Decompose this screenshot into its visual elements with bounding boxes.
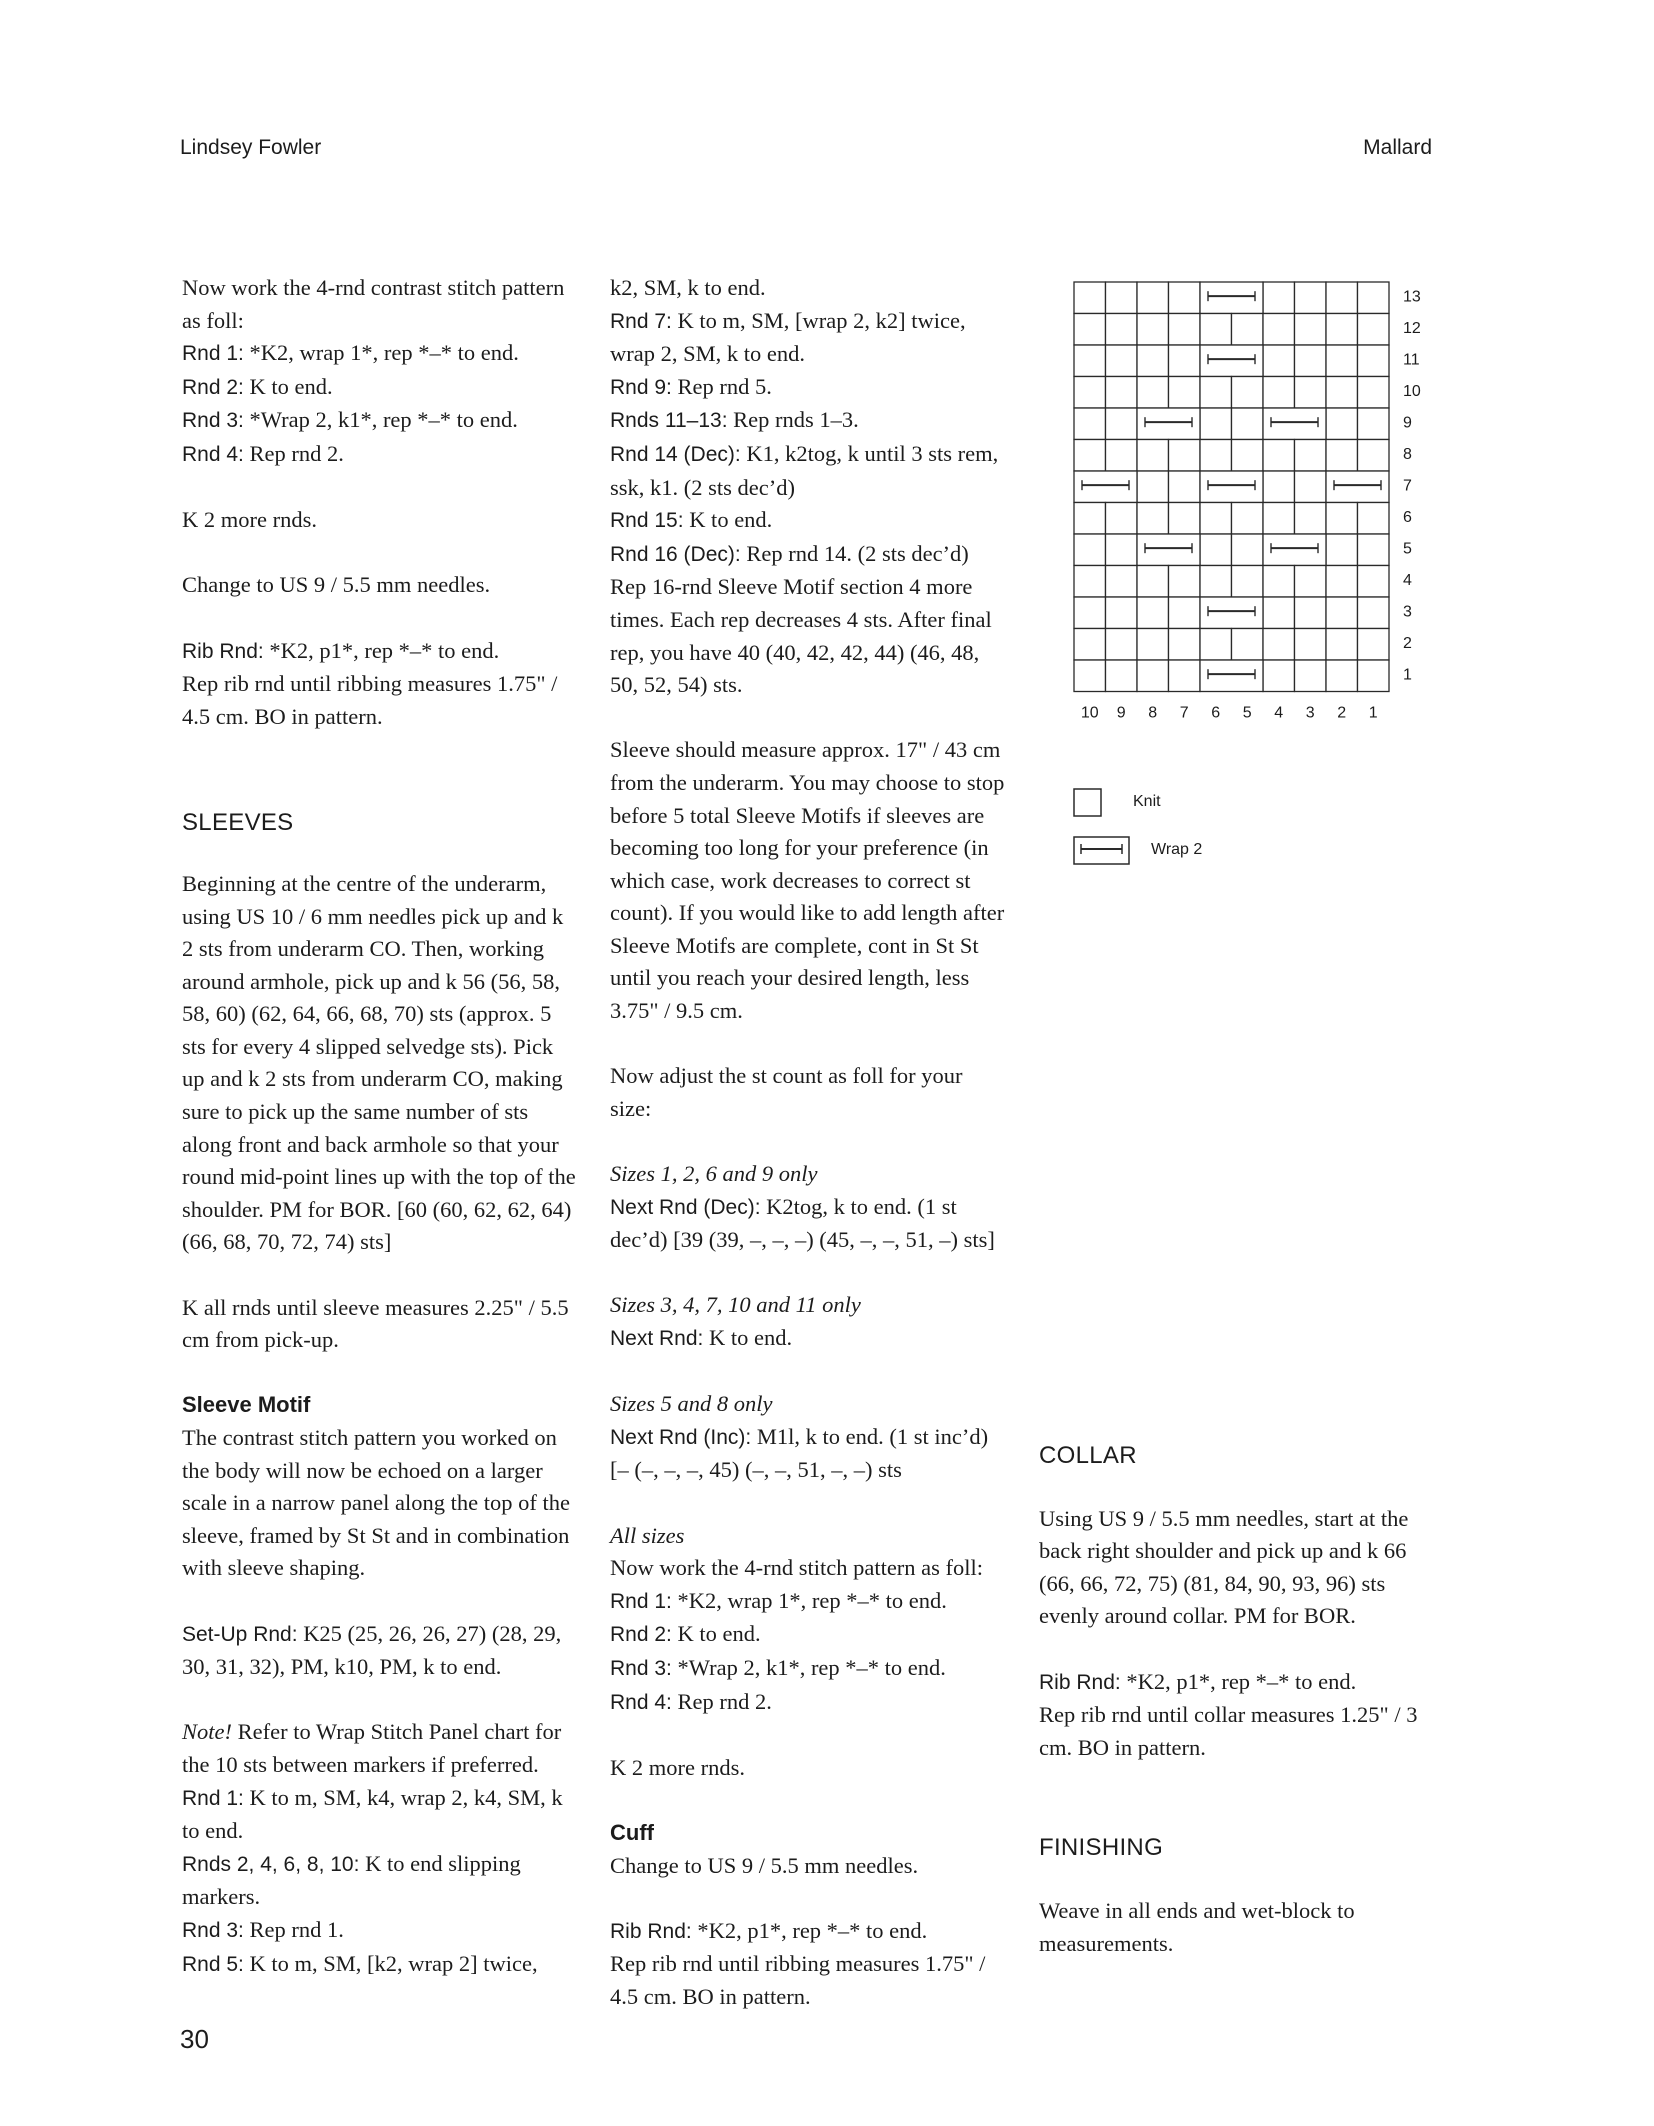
chart-cell-knit	[1358, 345, 1390, 377]
chart-cell-knit	[1358, 282, 1390, 314]
finishing-paragraph: Weave in all ends and wet-block to measurements.	[1039, 1897, 1355, 1956]
instruction-text: Rep rnd 2.	[671, 1688, 772, 1714]
instruction-text: *K2, p1*, rep *–* to end.	[691, 1917, 928, 1943]
chart-cell-knit	[1263, 629, 1295, 661]
chart-cell-knit	[1106, 377, 1138, 409]
all-sizes-heading	[610, 1520, 1005, 1553]
chart-cell-knit	[1169, 440, 1201, 472]
chart-cell-knit	[1232, 377, 1264, 409]
chart-cell-knit	[1169, 597, 1201, 629]
instruction-label: Rnd 2:	[610, 1623, 672, 1647]
chart-cell-knit	[1074, 408, 1106, 440]
chart-cell-knit	[1358, 440, 1390, 472]
chart-cell-knit	[1137, 440, 1169, 472]
sleeves-measure-text: K all rnds until sleeve measures 2.25" / 5.5 cm from pick-up.	[182, 1294, 569, 1353]
chart-cell-wrap2	[1200, 597, 1263, 629]
k2more-text: K 2 more rnds.	[610, 1754, 745, 1780]
instruction-rnd1	[610, 1585, 1005, 1619]
chart-cell-knit	[1263, 660, 1295, 692]
chart-cell-knit	[1074, 440, 1106, 472]
chart-col-label: 5	[1242, 704, 1252, 722]
instruction-label: Rnd 4:	[610, 1690, 672, 1714]
instruction-text: *Wrap 2, k1*, rep *–* to end.	[671, 1654, 946, 1680]
chart-cell-knit	[1200, 503, 1232, 535]
instruction-rnd1	[182, 337, 577, 371]
chart-row-label: 3	[1403, 603, 1412, 621]
instruction-label: Rnd 5:	[182, 1952, 244, 1976]
instruction-text: K to m, SM, [k2, wrap 2] twice,	[243, 1950, 538, 1976]
sizes-label: Sizes 3, 4, 7, 10 and 11 only	[610, 1292, 861, 1318]
sizes-label: Sizes 1, 2, 6 and 9 only	[610, 1161, 818, 1187]
chart-cell-knit	[1106, 597, 1138, 629]
instruction-label: Rnd 16 (Dec):	[610, 542, 741, 566]
chart-row-label: 2	[1403, 635, 1412, 653]
instruction-label: Next Rnd (Inc):	[610, 1425, 752, 1449]
chart-cell-knit	[1263, 345, 1295, 377]
chart-cell-knit	[1137, 282, 1169, 314]
chart-cell-knit	[1074, 660, 1106, 692]
rib-rnd-instruction	[610, 1915, 1005, 1949]
setup-rnd-instruction	[182, 1618, 577, 1684]
chart-cell-knit	[1169, 282, 1201, 314]
chart-cell-knit	[1326, 566, 1358, 598]
instruction-rnd4	[182, 438, 577, 472]
motif-rnd5	[182, 1948, 577, 1982]
instruction-label: Rib Rnd:	[1039, 1670, 1121, 1694]
chart-cell-knit	[1074, 534, 1106, 566]
chart-cell-knit	[1232, 629, 1264, 661]
chart-cell-knit	[1295, 282, 1327, 314]
chart-cell-knit	[1232, 440, 1264, 472]
continued-text: k2, SM, k to end.	[610, 275, 766, 300]
instruction-label: Rnds 2, 4, 6, 8, 10:	[182, 1852, 360, 1876]
note-label: Note!	[182, 1719, 232, 1745]
sizes-heading-3	[610, 1388, 1005, 1421]
instruction-label: Set-Up Rnd:	[182, 1622, 298, 1646]
chart-cell-knit	[1200, 377, 1232, 409]
motif-rnd1	[182, 1782, 577, 1848]
instruction-label: Rnds 11–13:	[610, 409, 728, 433]
chart-cell-knit	[1295, 314, 1327, 346]
instruction-label: Next Rnd (Dec):	[610, 1195, 761, 1219]
chart-cell-knit	[1295, 597, 1327, 629]
instruction-rnd2	[610, 1618, 1005, 1652]
chart-cell-knit	[1295, 440, 1327, 472]
chart-cell-knit	[1326, 629, 1358, 661]
chart-cell-knit	[1326, 408, 1358, 440]
sleeves-heading: SLEEVES	[182, 809, 294, 837]
sizes-label: Sizes 5 and 8 only	[610, 1391, 773, 1417]
chart-cell-knit	[1137, 566, 1169, 598]
instruction-label: Rnd 2:	[182, 375, 244, 399]
instruction-text: M1l, k to end. (1 st inc’d) [– (–, –, –, 45) (–, –, 51, –, –) sts	[610, 1423, 989, 1483]
chart-cell-knit	[1169, 629, 1201, 661]
chart-cell-knit	[1106, 408, 1138, 440]
chart-cell-knit	[1169, 566, 1201, 598]
chart-cell-knit	[1169, 660, 1201, 692]
chart-col-label: 10	[1080, 704, 1099, 722]
instruction-text: K25 (25, 26, 26, 27) (28, 29, 30, 31, 32), PM, k10, PM, k to end.	[182, 1620, 562, 1680]
column-2	[610, 272, 1005, 2013]
chart-cell-knit	[1232, 408, 1264, 440]
chart-cell-knit	[1295, 345, 1327, 377]
instruction-text: K to end.	[703, 1325, 793, 1350]
instruction-text: Rep rnd 1.	[243, 1916, 344, 1942]
chart-cell-knit	[1074, 566, 1106, 598]
page-number: 30	[180, 2024, 209, 2054]
chart-cell-knit	[1295, 471, 1327, 503]
knit-swatch-icon	[1073, 788, 1103, 818]
chart-cell-knit	[1200, 440, 1232, 472]
chart-cell-knit	[1326, 282, 1358, 314]
chart-cell-knit	[1358, 629, 1390, 661]
instruction-rnd4	[610, 1686, 1005, 1720]
chart-row-label: 9	[1403, 414, 1412, 432]
chart-cell-wrap2	[1137, 408, 1200, 440]
chart-cell-knit	[1074, 314, 1106, 346]
chart-cell-knit	[1200, 314, 1232, 346]
column-3	[1039, 1440, 1434, 1993]
instruction-rnd7	[610, 305, 1005, 371]
rib-rnd-instruction	[182, 635, 577, 669]
instruction-rnd2	[182, 371, 577, 405]
chart-cell-knit	[1295, 660, 1327, 692]
chart-cell-wrap2	[1137, 534, 1200, 566]
collar-heading: COLLAR	[1039, 1442, 1137, 1469]
legend-wrap2	[1073, 836, 1273, 866]
chart-cell-knit	[1137, 471, 1169, 503]
wrap-stitch-chart	[1072, 280, 1432, 745]
next-rnd	[610, 1322, 1005, 1356]
instruction-label: Rnd 3:	[182, 409, 244, 433]
chart-col-label: 8	[1148, 704, 1158, 722]
chart-cell-knit	[1263, 503, 1295, 535]
chart-cell-knit	[1169, 377, 1201, 409]
chart-cell-knit	[1106, 282, 1138, 314]
chart-cell-knit	[1326, 314, 1358, 346]
instruction-text: K2tog, k to end. (1 st dec’d) [39 (39, –, –, –) (45, –, –, 51, –) sts]	[610, 1193, 995, 1253]
chart-cell-knit	[1200, 629, 1232, 661]
chart-col-label: 6	[1211, 704, 1221, 722]
cuff-heading: Cuff	[610, 1819, 654, 1845]
instruction-text: *K2, wrap 1*, rep *–* to end.	[243, 340, 519, 366]
instruction-text: Refer to Wrap Stitch Panel chart for the 10 sts between markers if preferred.	[182, 1719, 562, 1777]
chart-cell-knit	[1295, 566, 1327, 598]
chart-cell-wrap2	[1263, 534, 1326, 566]
chart-cell-knit	[1358, 566, 1390, 598]
chart-cell-knit	[1169, 314, 1201, 346]
chart-cell-knit	[1137, 345, 1169, 377]
chart-cell-knit	[1326, 597, 1358, 629]
instruction-label: Rib Rnd:	[610, 1919, 692, 1943]
chart-cell-knit	[1137, 314, 1169, 346]
chart-cell-knit	[1106, 566, 1138, 598]
motif-rnds-even	[182, 1848, 577, 1914]
chart-cell-knit	[1074, 629, 1106, 661]
chart-cell-wrap2	[1326, 471, 1389, 503]
instruction-text: Rep rnd 2.	[243, 440, 344, 466]
chart-cell-knit	[1358, 534, 1390, 566]
chart-cell-knit	[1074, 282, 1106, 314]
instruction-text: K to end.	[243, 373, 333, 399]
chart-cell-knit	[1326, 377, 1358, 409]
instruction-text: K to m, SM, k4, wrap 2, k4, SM, k to end.	[182, 1784, 563, 1844]
chart-col-label: 4	[1274, 704, 1284, 722]
chart-row-label: 11	[1403, 351, 1420, 369]
instruction-label: Rnd 14 (Dec):	[610, 442, 741, 466]
instruction-text: Rep rnd 14. (2 sts dec’d) Rep 16-rnd Sleeve Motif section 4 more times. Each rep decreases 4 sts. After final rep, you have 40 (40, 42, 42, 44) (46, 48, 50, 52, 54) sts.	[610, 540, 992, 698]
rib-repeat-text: Rep rib rnd until ribbing measures 1.75" / 4.5 cm. BO in pattern.	[610, 1951, 986, 2009]
chart-cell-knit	[1295, 503, 1327, 535]
instruction-rnd15	[610, 504, 1005, 538]
wrap2-swatch-icon	[1073, 836, 1133, 866]
chart-cell-knit	[1137, 660, 1169, 692]
next-rnd-inc	[610, 1421, 1005, 1487]
chart-cell-knit	[1137, 503, 1169, 535]
chart-cell-knit	[1295, 629, 1327, 661]
chart-cell-knit	[1263, 471, 1295, 503]
chart-row-label: 8	[1403, 446, 1412, 464]
instruction-text: K to m, SM, [wrap 2, k2] twice, wrap 2, SM, k to end.	[610, 307, 966, 367]
chart-cell-knit	[1326, 534, 1358, 566]
next-rnd-dec	[610, 1191, 1005, 1257]
chart-col-label: 9	[1116, 704, 1126, 722]
chart-cell-knit	[1263, 282, 1295, 314]
instruction-label: Rnd 1:	[182, 1786, 244, 1810]
chart-cell-knit	[1263, 566, 1295, 598]
instruction-text: *Wrap 2, k1*, rep *–* to end.	[243, 407, 518, 433]
chart-cell-knit	[1137, 629, 1169, 661]
instruction-label: Rnd 1:	[610, 1589, 672, 1613]
chart-cell-knit	[1358, 503, 1390, 535]
chart-col-label: 3	[1305, 704, 1315, 722]
chart-cell-knit	[1106, 314, 1138, 346]
chart-cell-knit	[1358, 408, 1390, 440]
sizes-heading-2	[610, 1289, 1005, 1322]
chart-cell-knit	[1074, 503, 1106, 535]
all-sizes-text: Now work the 4-rnd stitch pattern as foll:	[610, 1555, 984, 1581]
chart-row-label: 7	[1403, 477, 1412, 495]
instruction-text: K1, k2tog, k until 3 sts rem, ssk, k1. (2 sts dec’d)	[610, 440, 999, 500]
chart-row-label: 12	[1403, 320, 1421, 338]
chart-cell-knit	[1326, 660, 1358, 692]
chart-cell-knit	[1326, 503, 1358, 535]
chart-cell-knit	[1358, 597, 1390, 629]
chart-cell-knit	[1074, 377, 1106, 409]
chart-cell-knit	[1232, 314, 1264, 346]
instruction-label: Rib Rnd:	[182, 639, 264, 663]
chart-cell-knit	[1326, 345, 1358, 377]
instruction-label: Rnd 9:	[610, 375, 672, 399]
instruction-label: Rnd 3:	[610, 1656, 672, 1680]
chart-cell-knit	[1074, 597, 1106, 629]
sizes-label: All sizes	[610, 1522, 685, 1548]
change-needles-text: Change to US 9 / 5.5 mm needles.	[182, 572, 491, 598]
chart-cell-knit	[1232, 566, 1264, 598]
instruction-text: *K2, p1*, rep *–* to end.	[1120, 1668, 1357, 1694]
chart-cell-knit	[1074, 345, 1106, 377]
intro-text: Now work the 4-rnd contrast stitch pattern as foll:	[182, 275, 565, 333]
rib-repeat-text: Rep rib rnd until ribbing measures 1.75" / 4.5 cm. BO in pattern.	[182, 671, 558, 729]
rib-rnd-instruction	[1039, 1666, 1434, 1700]
chart-cell-knit	[1106, 534, 1138, 566]
collar-paragraph: Using US 9 / 5.5 mm needles, start at the back right shoulder and pick up and k 66 (66, 66, 72, 75) (81, 84, 90, 93, 96) sts evenly around collar. PM for BOR.	[1039, 1505, 1409, 1629]
adjust-text: Now adjust the st count as foll for your size:	[610, 1063, 963, 1121]
chart-cell-knit	[1137, 377, 1169, 409]
chart-cell-knit	[1358, 377, 1390, 409]
instruction-rnd16	[610, 538, 1005, 702]
chart-cell-wrap2	[1263, 408, 1326, 440]
k2more-text: K 2 more rnds.	[182, 507, 317, 533]
legend-knit	[1073, 788, 1273, 818]
instruction-rnd14	[610, 438, 1005, 504]
instruction-label: Rnd 15:	[610, 509, 684, 533]
chart-cell-knit	[1200, 566, 1232, 598]
chart-cell-wrap2	[1200, 282, 1263, 314]
sleeve-motif-paragraph: The contrast stitch pattern you worked on the body will now be echoed on a larger scale in a narrow panel along the top of the sleeve, framed by St St and in combination with sleeve shaping.	[182, 1425, 570, 1581]
motif-rnd3	[182, 1914, 577, 1948]
chart-col-label: 2	[1337, 704, 1347, 722]
chart-cell-knit	[1295, 377, 1327, 409]
chart-cell-knit	[1169, 503, 1201, 535]
instruction-text: Rep rnds 1–3.	[727, 407, 859, 433]
finishing-heading: FINISHING	[1039, 1834, 1164, 1862]
rib-repeat-text: Rep rib rnd until collar measures 1.25" / 3 cm. BO in pattern.	[1039, 1702, 1418, 1760]
chart-cell-knit	[1106, 345, 1138, 377]
chart-row-label: 13	[1403, 288, 1421, 306]
chart-cell-knit	[1169, 345, 1201, 377]
chart-svg	[1072, 280, 1432, 740]
instruction-label: Rnd 3:	[182, 1918, 244, 1942]
chart-cell-wrap2	[1200, 345, 1263, 377]
chart-cell-knit	[1137, 597, 1169, 629]
instruction-text: *K2, wrap 1*, rep *–* to end.	[671, 1587, 947, 1613]
instruction-rnd3	[182, 404, 577, 438]
chart-cell-knit	[1169, 471, 1201, 503]
note-text	[182, 1716, 577, 1781]
instruction-text: Rep rnd 5.	[671, 373, 772, 399]
chart-cell-knit	[1200, 408, 1232, 440]
chart-cell-knit	[1263, 440, 1295, 472]
chart-row-label: 6	[1403, 509, 1412, 527]
chart-cell-knit	[1232, 503, 1264, 535]
chart-cell-knit	[1358, 314, 1390, 346]
instruction-rnd9	[610, 371, 1005, 405]
chart-cell-knit	[1106, 440, 1138, 472]
instruction-text: K to end slipping markers.	[182, 1850, 521, 1910]
instruction-label: Next Rnd:	[610, 1327, 704, 1350]
instruction-rnd3	[610, 1652, 1005, 1686]
running-header-author: Lindsey Fowler	[180, 136, 322, 159]
chart-row-label: 4	[1403, 572, 1412, 590]
chart-cell-knit	[1106, 503, 1138, 535]
chart-col-label: 7	[1179, 704, 1189, 722]
sizes-heading-1	[610, 1158, 1005, 1191]
column-1	[182, 272, 577, 1981]
chart-cell-knit	[1326, 440, 1358, 472]
chart-row-label: 10	[1403, 383, 1421, 401]
instruction-text: K to end.	[683, 507, 773, 533]
chart-cell-knit	[1200, 534, 1232, 566]
legend-knit-label: Knit	[1133, 793, 1161, 810]
chart-cell-wrap2	[1200, 660, 1263, 692]
sleeves-paragraph: Beginning at the centre of the underarm, using US 10 / 6 mm needles pick up and k 2 sts from underarm CO. Then, working around armhole, pick up and k 56 (56, 58, 58, 60) (62, 64, 66, 68, 70) sts (approx. 5 sts for every 4 slipped selvedge sts). Pick up and k 2 sts from underarm CO, making sure to pick up the same number of sts along front and back armhole so that your round mid-point lines up with the top of the shoulder. PM for BOR. [60 (60, 62, 62, 64) (66, 68, 70, 72, 74) sts]	[182, 870, 576, 1255]
chart-cell-knit	[1263, 377, 1295, 409]
instruction-label: Rnd 1:	[182, 342, 244, 366]
legend-wrap2-label: Wrap 2	[1151, 841, 1203, 858]
chart-cell-knit	[1106, 629, 1138, 661]
chart-cell-knit	[1263, 314, 1295, 346]
chart-cell-knit	[1263, 597, 1295, 629]
instruction-label: Rnd 7:	[610, 309, 672, 333]
sleeve-motif-heading: Sleeve Motif	[182, 1392, 311, 1418]
chart-cell-knit	[1106, 660, 1138, 692]
cuff-text: Change to US 9 / 5.5 mm needles.	[610, 1852, 919, 1878]
running-header-title: Mallard	[1363, 136, 1432, 159]
instruction-text: K to end.	[671, 1621, 761, 1647]
instruction-text: *K2, p1*, rep *–* to end.	[263, 637, 500, 663]
chart-row-label: 5	[1403, 540, 1412, 558]
sleeve-measure-paragraph: Sleeve should measure approx. 17" / 43 cm from the underarm. You may choose to stop before 5 total Sleeve Motifs if sleeves are becoming too long for your preference (in which case, work decreases to correct st count). If you would like to add length after Sleeve Motifs are complete, cont in St St until you reach your desired length, less 3.75" / 9.5 cm.	[610, 737, 1005, 1024]
chart-cell-knit	[1232, 534, 1264, 566]
chart-row-label: 1	[1403, 666, 1412, 684]
instruction-rnds11	[610, 404, 1005, 438]
chart-col-label: 1	[1368, 704, 1378, 722]
chart-cell-knit	[1358, 660, 1390, 692]
chart-cell-wrap2	[1200, 471, 1263, 503]
chart-cell-wrap2	[1074, 471, 1137, 503]
instruction-label: Rnd 4:	[182, 442, 244, 466]
